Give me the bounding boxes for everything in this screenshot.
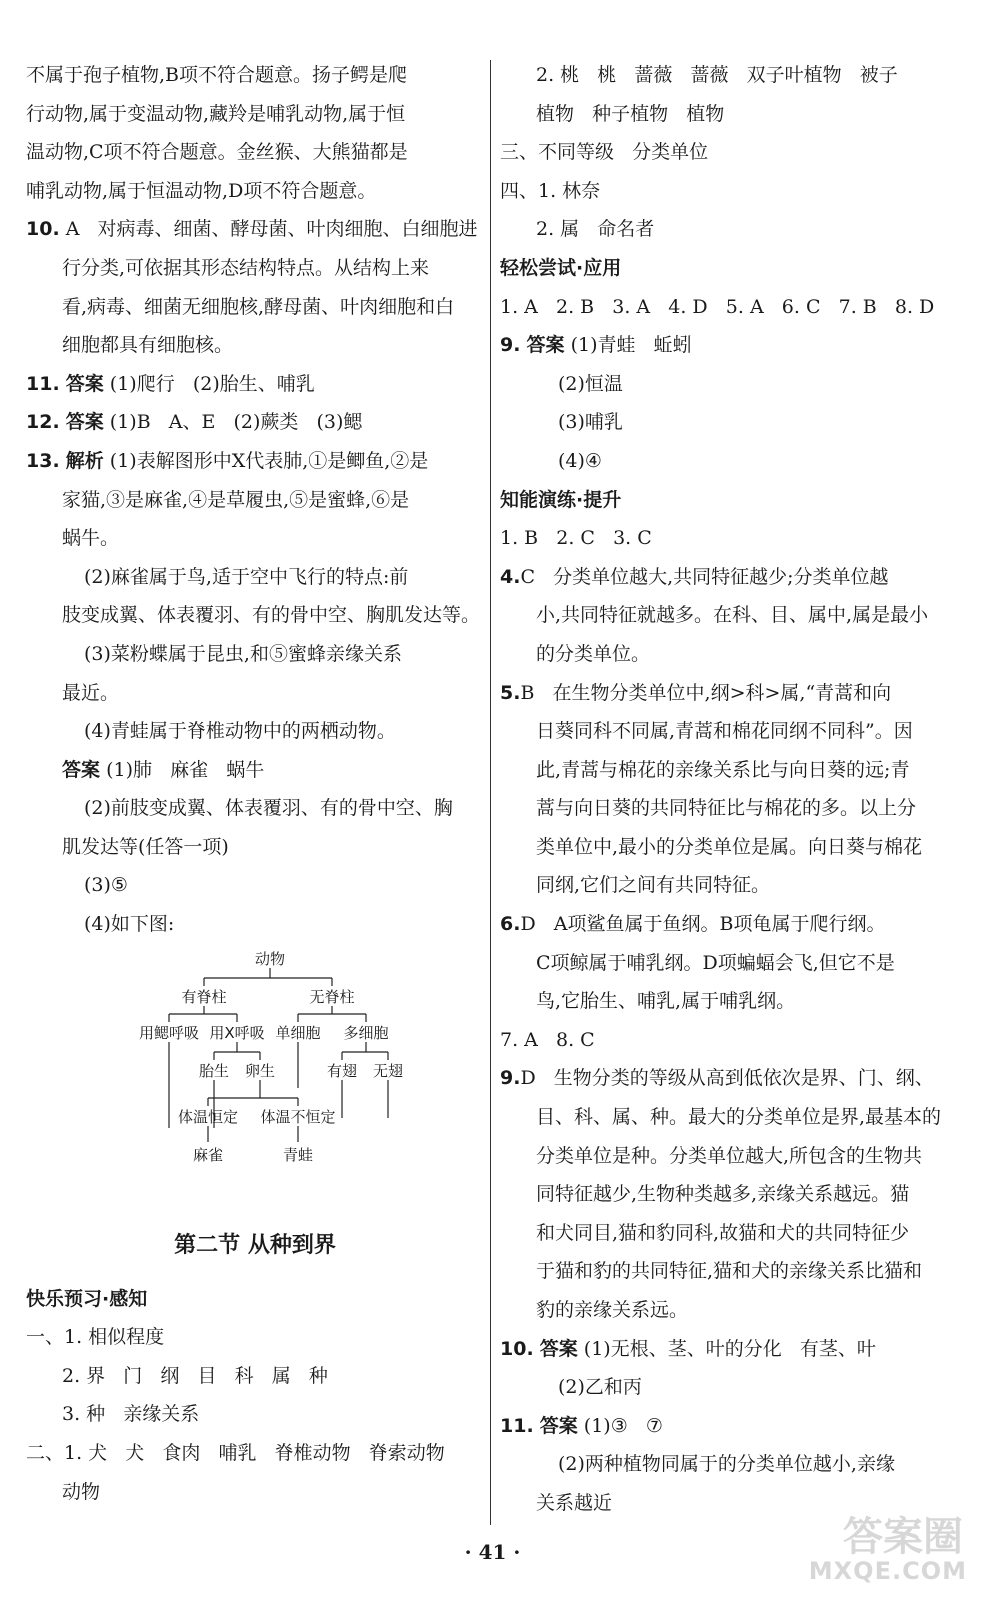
text-line: 温动物,C项不符合题意。金丝猴、大熊猫都是: [26, 141, 408, 164]
text-line: 分类单位是种。分类单位越大,所包含的生物共: [536, 1144, 923, 1167]
sub-heading: 快乐预习·感知: [26, 1287, 148, 1310]
text-line: (3)菜粉蝶属于昆虫,和⑤蜜蜂亲缘关系: [84, 642, 402, 665]
sub-heading: 轻松尝试·应用: [500, 256, 622, 279]
right-column: [500, 56, 962, 1523]
question-13: [26, 442, 484, 944]
tree-node-frog: 青蛙: [282, 1145, 314, 1164]
text-line: (4)青蛙属于脊椎动物中的两栖动物。: [84, 720, 396, 743]
text-line: (2)恒温: [558, 372, 623, 395]
tree-node-multicellular: 多细胞: [343, 1023, 389, 1042]
tree-node-warm-blooded: 体温恒定: [177, 1107, 239, 1126]
text-line: 1. B 2. C 3. C: [500, 527, 652, 550]
tree-node-sparrow: 麻雀: [192, 1145, 224, 1164]
text-line: 家猫,③是麻雀,④是草履虫,⑤是蜜蜂,⑥是: [62, 488, 410, 511]
text-line: A 对病毒、细菌、酵母菌、叶肉细胞、白细胞进: [65, 218, 478, 241]
tree-node-invertebrate: 无脊柱: [309, 987, 355, 1006]
text-line: 不属于孢子植物,B项不符合题意。扬子鳄是爬: [26, 64, 408, 86]
text-line: B 在生物分类单位中,纲>科>属,“青蒿和向: [520, 681, 892, 704]
tree-node-root: 动物: [254, 949, 286, 968]
text-line: 此,青蒿与棉花的亲缘关系比与向日葵的远;青: [536, 758, 910, 781]
text-line: 类单位中,最小的分类单位是属。向日葵与棉花: [536, 835, 923, 858]
left-column: [26, 56, 484, 1511]
question-number: 4.: [500, 565, 521, 588]
text-line: 蒿与向日葵的共同特征比与棉花的多。以上分: [536, 797, 917, 820]
text-line: 于猫和豹的共同特征,猫和犬的亲缘关系比猫和: [536, 1260, 923, 1283]
text-line: 蜗牛。: [62, 527, 120, 550]
answer-label: 答案: [62, 758, 101, 781]
text-line: D 生物分类的等级从高到低依次是界、门、纲、: [520, 1067, 934, 1090]
text-line: 看,病毒、细菌无细胞核,酵母菌、叶肉细胞和白: [62, 295, 455, 318]
text-line: 二、1. 犬 犬 食肉 哺乳 脊椎动物 脊索动物: [26, 1442, 445, 1465]
text-line: 目、科、属、种。最大的分类单位是界,最基本的: [536, 1106, 942, 1129]
answer-label: 答案: [526, 334, 565, 357]
tree-node-viviparous: 胎生: [198, 1061, 230, 1080]
text-line: 2. 属 命名者: [536, 218, 655, 241]
tree-node-winged: 有翅: [326, 1061, 358, 1080]
answer-text: (1)无根、茎、叶的分化 有茎、叶: [583, 1337, 876, 1360]
text-line: 哺乳动物,属于恒温动物,D项不符合题意。: [26, 179, 377, 202]
text-line: (4)④: [558, 449, 602, 472]
answer-label: 答案: [65, 372, 104, 395]
text-line: 3. 种 亲缘关系: [62, 1403, 200, 1426]
text-line: 动物: [62, 1480, 101, 1503]
text-line: 细胞都具有细胞核。: [62, 334, 234, 357]
tree-node-wingless: 无翅: [372, 1061, 404, 1080]
question-number: 5.: [500, 681, 521, 704]
text-line: 日葵同科不同属,青蒿和棉花同纲不同科”。因: [536, 720, 913, 743]
text-line: 行动物,属于变温动物,藏羚是哺乳动物,属于恒: [26, 102, 406, 125]
answer-text: (1)B A、E (2)蕨类 (3)鳃: [109, 411, 363, 434]
text-line: 三、不同等级 分类单位: [500, 141, 709, 164]
watermark-text: 答案圈: [843, 1514, 963, 1560]
text-line: 同特征越少,生物种类越多,亲缘关系越远。猫: [536, 1183, 910, 1206]
text-line: 四、1. 林奈: [500, 179, 601, 202]
watermark-url: MXQE.COM: [808, 1557, 967, 1585]
text-line: 2. 桃 桃 蔷薇 蔷薇 双子叶植物 被子: [536, 64, 898, 86]
text-line: 最近。: [62, 681, 120, 704]
text-line: 同纲,它们之间有共同特征。: [536, 874, 771, 897]
question-number: 13.: [26, 449, 60, 472]
text-line: 1. A 2. B 3. A 4. D 5. A 6. C 7. B 8. D: [500, 295, 935, 318]
text-line: 行分类,可依据其形态结构特点。从结构上来: [62, 256, 430, 279]
text-line: 肢变成翼、体表覆羽、有的骨中空、胸肌发达等。: [62, 604, 481, 627]
question-number: 10.: [500, 1337, 534, 1360]
question-number: 6.: [500, 913, 521, 936]
classification-tree-diagram: [26, 948, 484, 1216]
text-line: (4)如下图:: [84, 913, 175, 936]
tree-node-vertebrate: 有脊柱: [181, 987, 227, 1006]
text-line: (3)哺乳: [558, 411, 623, 434]
page-number: · 41 ·: [464, 1540, 521, 1564]
text-line: 小,共同特征就越多。在科、目、属中,属是最小: [536, 604, 929, 627]
section-title: 第二节 从种到界: [174, 1232, 336, 1258]
text-line: (2)乙和丙: [558, 1376, 642, 1399]
answer-label: 答案: [539, 1414, 578, 1437]
question-11: [26, 365, 484, 404]
tree-node-gill-breathing: 用鳃呼吸: [138, 1023, 200, 1042]
text-line: 的分类单位。: [536, 642, 651, 665]
sub-heading: 知能演练·提升: [500, 488, 622, 511]
question-number: 10.: [26, 218, 60, 241]
text-line: (2)前肢变成翼、体表覆羽、有的骨中空、胸: [84, 797, 453, 820]
text-line: 和犬同目,猫和豹同科,故猫和犬的共同特征少: [536, 1221, 910, 1244]
text-line: C项鲸属于哺乳纲。D项蝙蝠会飞,但它不是: [536, 951, 895, 974]
tree-connectors: [26, 948, 484, 1216]
text-line: (2)两种植物同属于的分类单位越小,亲缘: [558, 1453, 895, 1476]
text-line: (3)⑤: [84, 874, 128, 897]
text-line: 植物 种子植物 植物: [536, 102, 725, 125]
text-line: 一、1. 相似程度: [26, 1326, 165, 1349]
text-line: 关系越近: [536, 1491, 613, 1514]
question-number: 12.: [26, 411, 60, 434]
question-number: 9.: [500, 334, 521, 357]
tree-node-cold-blooded: 体温不恒定: [260, 1107, 336, 1126]
text-line: D A项鲨鱼属于鱼纲。B项龟属于爬行纲。: [520, 913, 886, 936]
question-number: 11.: [500, 1414, 534, 1437]
question-number: 9.: [500, 1067, 521, 1090]
text-line: C 分类单位越大,共同特征越少;分类单位越: [520, 565, 889, 588]
answer-text: (1)肺 麻雀 蜗牛: [106, 758, 265, 781]
question-12: [26, 403, 484, 442]
column-divider: [490, 60, 491, 1525]
answer-label: 答案: [539, 1337, 578, 1360]
text-line: 鸟,它胎生、哺乳,属于哺乳纲。: [536, 990, 796, 1013]
tree-node-oviparous: 卵生: [244, 1061, 276, 1080]
question-10: [26, 210, 484, 364]
analysis-label: 解析: [65, 449, 104, 472]
answer-text: (1)爬行 (2)胎生、哺乳: [109, 372, 315, 395]
text-line: 2. 界 门 纲 目 科 属 种: [62, 1364, 328, 1387]
watermark-logo: [793, 1505, 973, 1595]
text-line: 7. A 8. C: [500, 1028, 595, 1051]
text-line: 豹的亲缘关系远。: [536, 1299, 689, 1321]
question-number: 11.: [26, 372, 60, 395]
answer-label: 答案: [65, 411, 104, 434]
text-line: (2)麻雀属于鸟,适于空中飞行的特点:前: [84, 565, 409, 588]
answer-text: (1)青蛙 蚯蚓: [570, 334, 692, 357]
tree-node-unicellular: 单细胞: [275, 1023, 321, 1042]
text-line: 肌发达等(任答一项): [62, 835, 229, 858]
answer-text: (1)③ ⑦: [583, 1414, 663, 1437]
tree-node-x-breathing: 用X呼吸: [209, 1023, 265, 1042]
text-line: (1)表解图形中X代表肺,①是鲫鱼,②是: [109, 449, 429, 472]
